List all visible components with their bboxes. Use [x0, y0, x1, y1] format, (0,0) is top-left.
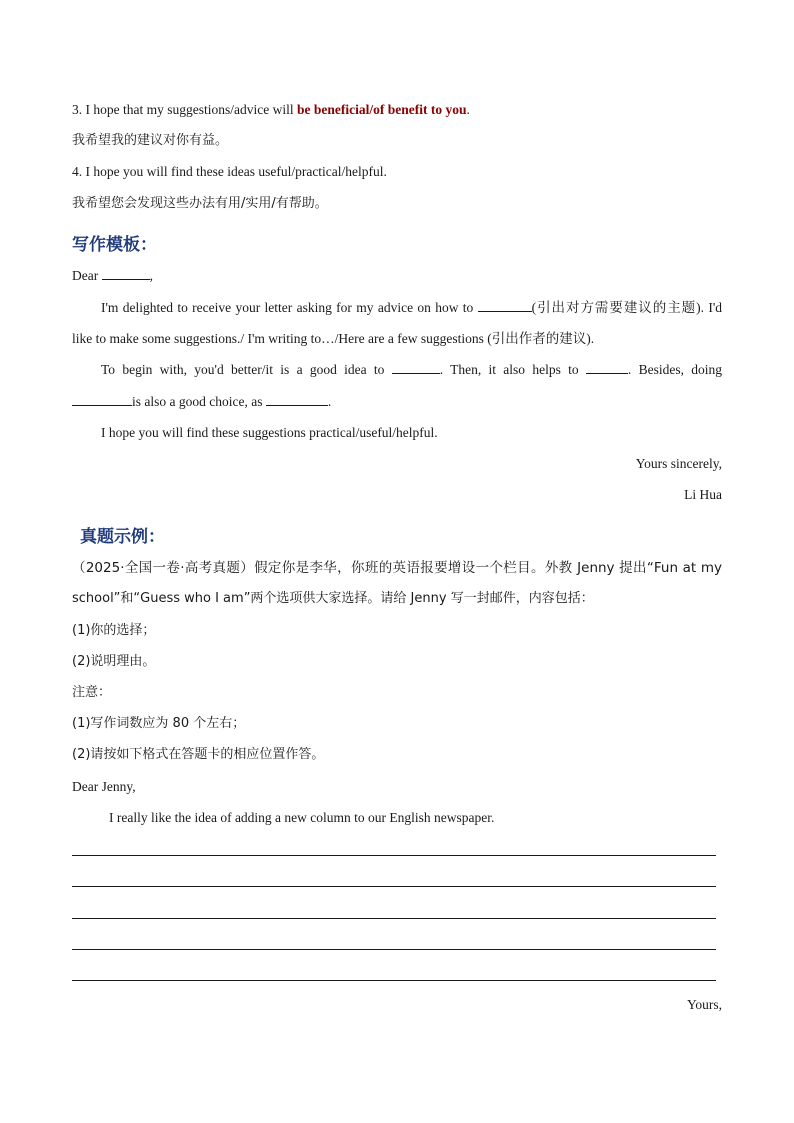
p2-text-b: . Then, it also helps to: [439, 362, 586, 377]
p2-text-a: To begin with, you'd better/it is a good idea to: [101, 362, 392, 377]
template-heading: 写作模板：: [72, 235, 157, 255]
template-paragraph-3: I hope you will find these suggestions practical/useful/helpful.: [101, 425, 438, 440]
tip-3-translation: 我希望我的建议对你有益。: [72, 133, 229, 148]
template-paragraph-2-line-1: [101, 361, 722, 379]
p2-text-e: .: [327, 394, 332, 409]
example-greeting: Dear Jenny,: [72, 779, 136, 794]
template-greeting: [72, 267, 153, 285]
writing-line: [72, 980, 716, 981]
writing-line: [72, 886, 716, 887]
writing-line: [72, 949, 716, 950]
example-prompt-line-1: （2025·全国一卷·高考真题）假定你是李华，你班的英语报要增设一个栏目。外教 Jenny 提出“Fun at my: [72, 560, 722, 576]
greeting-comma: ,: [149, 268, 153, 283]
example-heading: 真题示例：: [80, 527, 165, 547]
example-note-2: (2)请按如下格式在答题卡的相应位置作答。: [72, 747, 325, 762]
example-item-2: (2)说明理由。: [72, 654, 156, 669]
template-closing: Yours sincerely,: [635, 456, 722, 471]
template-paragraph-1-line-2: like to make some suggestions./ I'm writing to…/Here are a few suggestions (引出作者的建议).: [72, 331, 595, 346]
writing-line: [72, 918, 716, 919]
example-prompt-line-2: school”和“Guess who I am”两个选项供大家选择。请给 Jenny 写一封邮件，内容包括：: [72, 591, 594, 606]
tip-4: 4. I hope you will find these ideas useful/practical/helpful.: [72, 164, 387, 179]
template-paragraph-1-line-1: [101, 299, 722, 317]
greeting-text: Dear: [72, 268, 102, 283]
reason-blank: [266, 393, 328, 406]
suggestion-1-blank: [392, 361, 440, 374]
name-blank: [102, 267, 150, 280]
example-opening: I really like the idea of adding a new column to our English newspaper.: [109, 810, 495, 825]
p2-text-d: is also a good choice, as: [132, 394, 266, 409]
p1-text-b: (引出对方需要建议的主题). I'd: [531, 300, 722, 315]
writing-line: [72, 855, 716, 856]
example-note-label: 注意：: [72, 685, 112, 700]
p1-text-a: I'm delighted to receive your letter asking for my advice on how to: [101, 300, 478, 315]
suggestion-3-blank: [72, 393, 132, 406]
suggestion-2-blank: [586, 361, 628, 374]
example-item-1: (1)你的选择；: [72, 623, 156, 638]
tip-3-text: 3. I hope that my suggestions/advice will: [72, 102, 297, 117]
topic-blank: [478, 299, 532, 312]
tip-4-translation: 我希望您会发现这些办法有用/实用/有帮助。: [72, 196, 328, 211]
tip-3-highlight: be beneficial/of benefit to you: [296, 102, 467, 117]
tip-3-suffix: .: [466, 102, 470, 117]
p2-text-c: . Besides, doing: [627, 362, 722, 377]
template-paragraph-2-line-2: [72, 393, 331, 411]
template-signature: Li Hua: [684, 487, 722, 502]
example-closing: Yours,: [686, 997, 722, 1012]
example-note-1: (1)写作词数应为 80 个左右；: [72, 716, 246, 731]
tip-3: [72, 101, 470, 119]
